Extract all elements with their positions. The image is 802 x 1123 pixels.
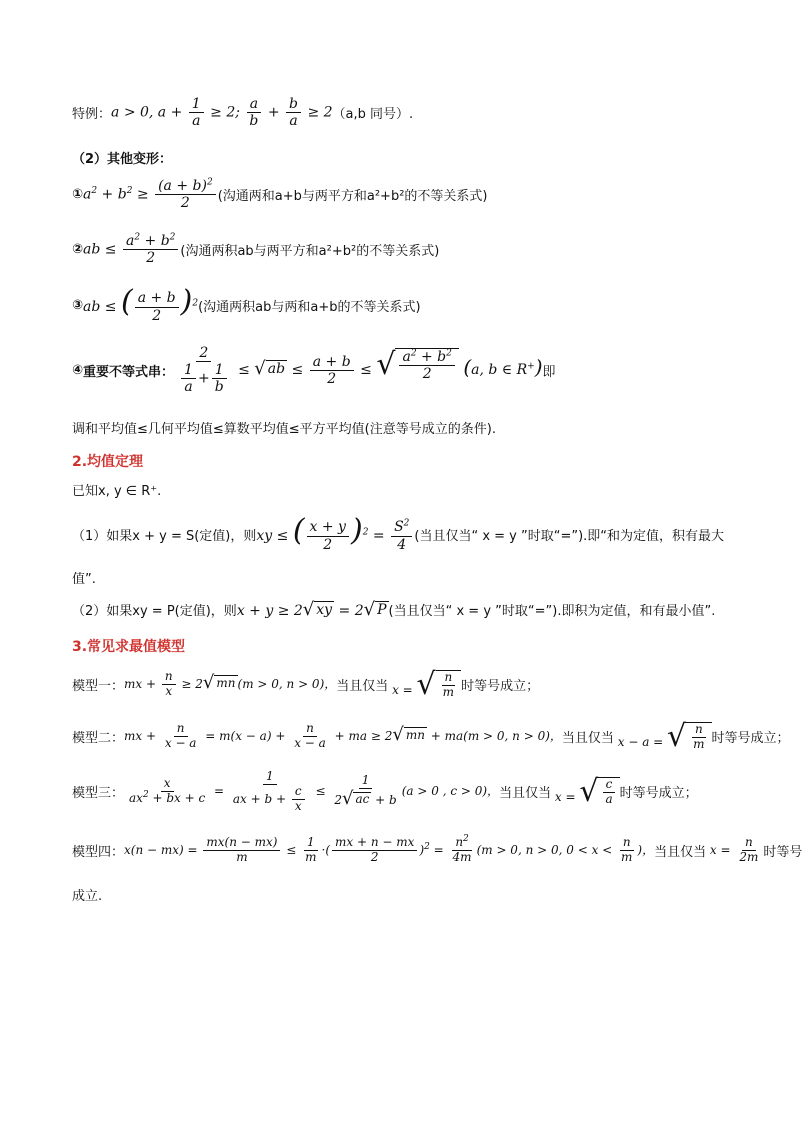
model-4-eq: x = $\frac{n}{2m}$ <box>706 835 759 864</box>
variant-4-tail: 即 <box>542 364 556 380</box>
variant-1 <box>72 178 487 211</box>
model-2-formula: mx + $\frac{n}{x - a}$ = m(x − a) + $\frac{n}{x - a}$ + ma ≥ 2 √ mn + ma(m > 0, n > 0)， <box>124 721 562 750</box>
variant-4 <box>72 345 556 395</box>
model-4 <box>72 836 802 865</box>
model-4-cont: 成立. <box>72 889 103 904</box>
model-2-cond: 当且仅当 <box>561 731 614 746</box>
model-4-formula: x(n − mx) = $\frac{mx(n - mx)}{m}$ ≤ $\frac{1}{m}$ ·( $\frac{mx + n - mx}{2}$ )$^2$ = $\frac{n^2}{4m}$ (m > 0, n > 0, 0 < x < $\frac{n}{m}$ )， <box>124 834 655 864</box>
section-2-given: 已知x, y ∈ R⁺. <box>72 484 162 499</box>
model-3-eq: x = √ $\frac{c}{a}$ <box>551 774 620 809</box>
model-3-label: 模型三： <box>72 786 125 802</box>
theorem-1 <box>72 513 725 553</box>
theorem-1-tail: (当且仅当“ x = y ”时取“=”).即“和为定值，积有最大 <box>414 528 725 544</box>
model-2-eq: x − a = √ $\frac{n}{m}$ <box>614 719 712 754</box>
variant-1-note: (沟通两和a+b与两平方和a²+b²的不等关系式) <box>217 189 488 205</box>
mean-chain-text: 调和平均值≤几何平均值≤算数平均值≤平方平均值(注意等号成立的条件). <box>72 422 496 437</box>
variant-4-formula: 2 $\frac{1}{a}$ + $\frac{1}{b}$ ≤ √ ab ≤ $\frac{a + b}{2}$ ≤ √ $\frac{a^2 + b^2}{2}$ (a, b ∈ R+) <box>174 345 542 395</box>
variant-2-formula: ab ≤ $\frac{a^2 + b^2}{2}$ <box>83 233 180 266</box>
variant-3 <box>72 284 421 324</box>
section-3-title: 3.常见求最值模型 <box>72 639 186 655</box>
model-3 <box>72 770 698 813</box>
theorem-2-label: （2）如果xy = P(定值)，则 <box>72 604 237 619</box>
theorem-2-tail: (当且仅当“ x = y ”时取“=”).即积为定值，和有最小值”. <box>388 604 716 619</box>
section-2-title: 2.均值定理 <box>72 454 144 470</box>
special-formula: a > 0, a + $\frac{1}{a}$ ≥ 2; $\frac{a}{b}$ + $\frac{b}{a}$ ≥ 2 <box>111 96 333 130</box>
variant-4-label: 重要不等式串： <box>83 364 175 380</box>
theorem-2 <box>72 599 715 620</box>
variant-1-formula: $a^2 + b^2$ ≥ $\frac{(a + b)^2}{2}$ <box>83 178 218 211</box>
theorem-1-label: （1）如果x + y = S(定值)，则 <box>72 528 257 544</box>
model-1-end: 时等号成立； <box>461 679 540 694</box>
variant-3-marker: ③ <box>72 297 84 313</box>
model-3-formula: $\frac{x}{ax^2 + bx + c}$ = 1 ax + b + $\frac{c}{x}$ ≤ 1 2 √ ac + b (a > 0 , c > 0)， <box>129 769 500 813</box>
theorem-2-formula: x + y ≥ 2 √ xy = 2 √ P <box>236 599 387 620</box>
theorem-1-cont: 值”. <box>72 572 96 587</box>
special-note: （a,b 同号）. <box>332 107 414 123</box>
variant-2 <box>72 233 439 266</box>
variant-1-marker: ① <box>72 187 84 203</box>
variant-2-note: (沟通两积ab与两平方和a²+b²的不等关系式) <box>180 244 440 260</box>
variant-2-marker: ② <box>72 242 84 258</box>
theorem-1-formula: xy ≤ ( $\frac{x + y}{2}$ )$^2$ = $\frac{S^2}{4}$ <box>256 516 414 553</box>
model-1-eq: x = √ $\frac{n}{m}$ <box>388 667 461 702</box>
variant-4-marker: ④ <box>72 362 84 378</box>
model-4-label: 模型四： <box>72 844 125 860</box>
variant-3-formula: ab ≤ ( $\frac{a + b}{2}$ )$^2$ <box>83 284 199 324</box>
model-1 <box>72 667 539 702</box>
model-2-label: 模型二： <box>72 731 125 746</box>
model-2 <box>72 719 790 754</box>
variant-3-note: (沟通两积ab与两和a+b的不等关系式) <box>198 299 421 315</box>
model-3-cond: 当且仅当 <box>499 786 552 802</box>
model-4-end: 时等号 <box>763 844 802 860</box>
special-case-label: 特例： <box>72 107 112 123</box>
section2-sub-title: （2）其他变形： <box>72 152 173 167</box>
model-1-formula: mx + $\frac{n}{x}$ ≥ 2 √ mn (m > 0, n > 0)， <box>124 669 337 698</box>
model-4-cond: 当且仅当 <box>654 844 707 860</box>
special-case-line <box>72 96 413 129</box>
model-2-end: 时等号成立； <box>711 731 790 746</box>
model-1-label: 模型一： <box>72 679 125 694</box>
model-3-end: 时等号成立； <box>619 786 698 802</box>
model-1-cond: 当且仅当 <box>336 679 389 694</box>
